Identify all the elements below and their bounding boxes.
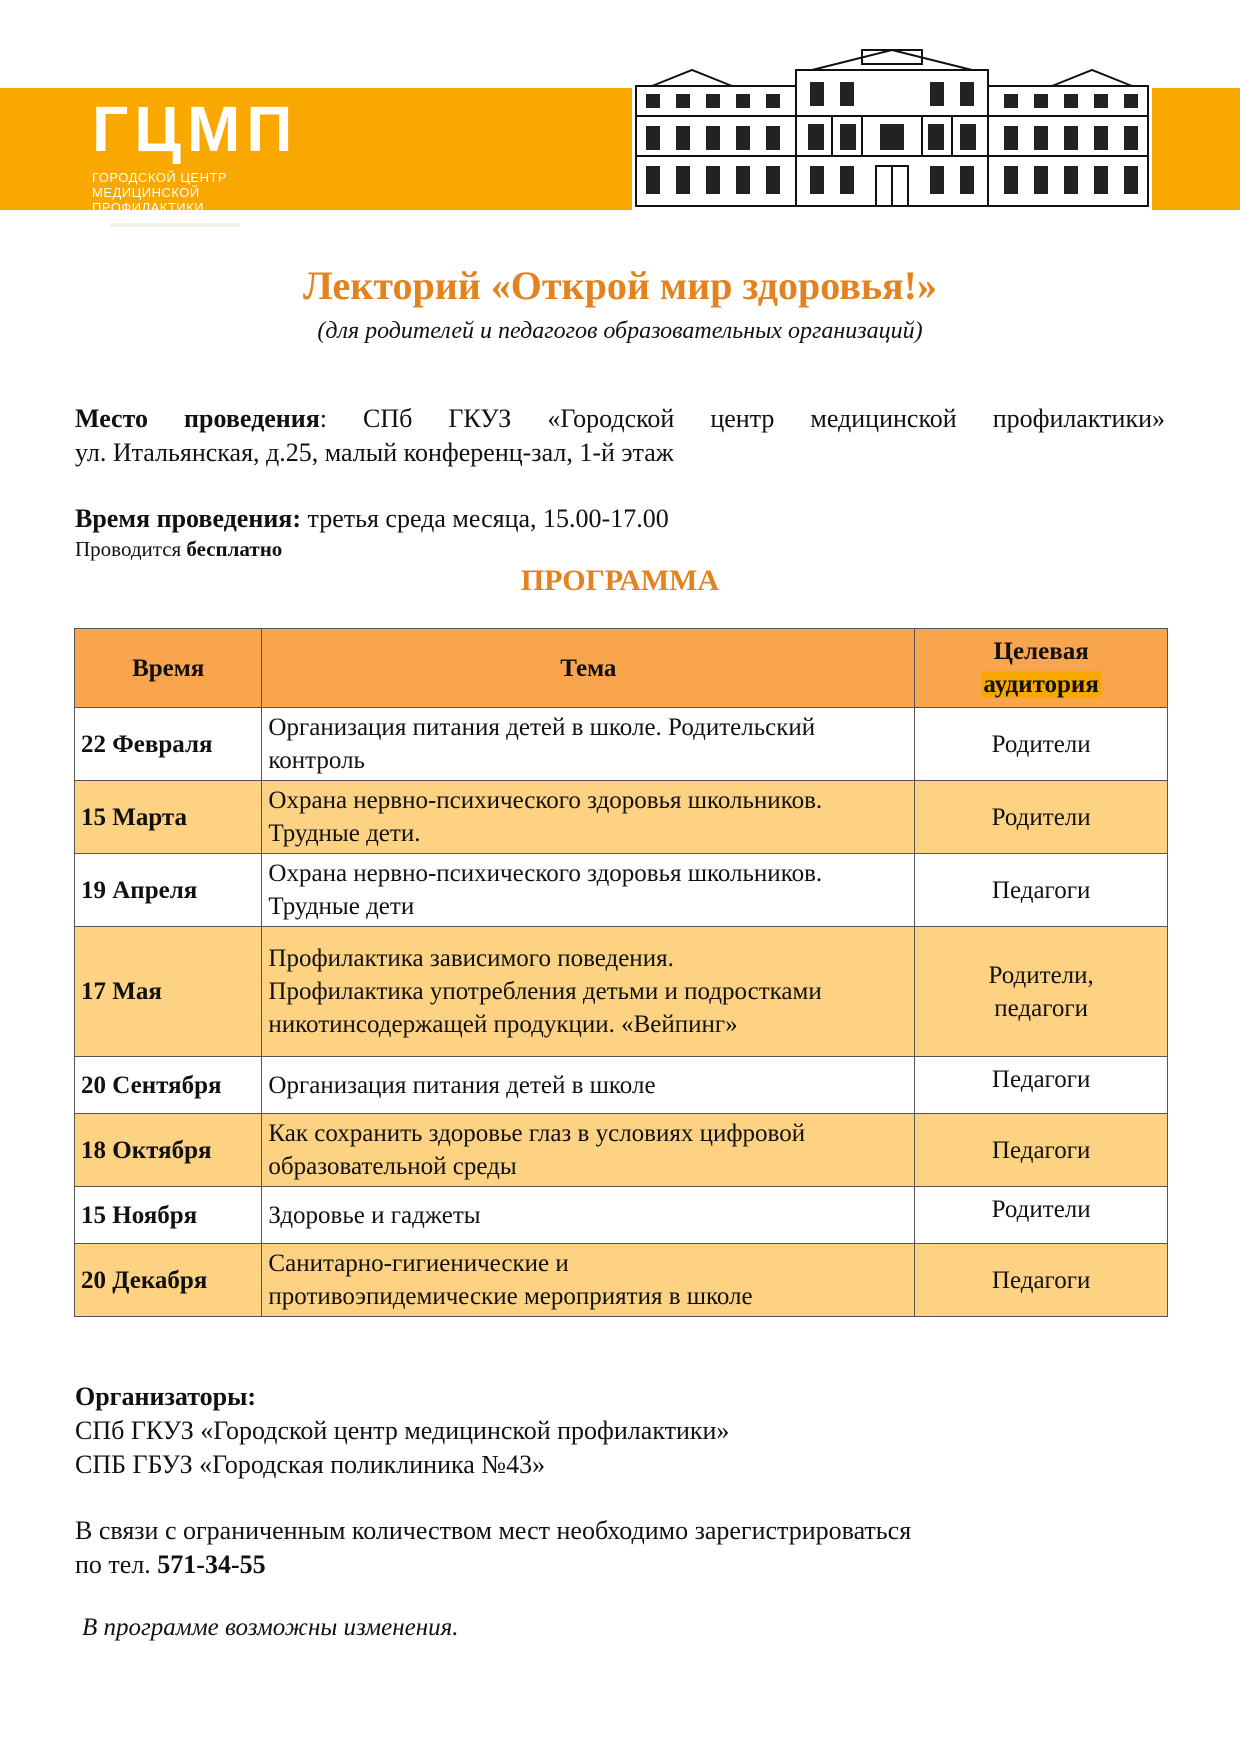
registration-prefix: по тел. (75, 1550, 158, 1579)
row-audience: Родители (915, 781, 1168, 854)
row-date: 20 Сентября (75, 1057, 262, 1114)
row-audience: Педагоги (915, 1244, 1168, 1317)
logo-subtitle (92, 170, 298, 215)
organizer-item: СПб ГКУЗ «Городской центр медицинской профилактики» (75, 1416, 730, 1445)
logo-line: ПРОФИЛАКТИКИ (92, 200, 205, 215)
venue-address: ул. Итальянская, д.25, малый конференц-зал, 1-й этаж (75, 438, 674, 467)
page-title: Лекторий «Открой мир здоровья!» (303, 263, 937, 308)
page-subtitle: (для родителей и педагогов образовательных организаций) (317, 318, 923, 344)
header-topic: Тема (262, 629, 915, 708)
row-topic-line: противоэпидемические мероприятия в школе (268, 1283, 753, 1310)
row-date: 20 Декабря (75, 1244, 262, 1317)
organizer-item: СПБ ГБУЗ «Городская поликлиника №43» (75, 1450, 546, 1479)
price-prefix: Проводится (75, 537, 187, 561)
header-audience (915, 629, 1168, 708)
venue-value: : СПб ГКУЗ «Городской центр медицинской профилактики» (319, 404, 1166, 433)
schedule-line (75, 502, 1165, 536)
table-row (75, 1114, 1168, 1187)
row-audience (915, 927, 1168, 1057)
row-topic (262, 927, 915, 1057)
header-date: Время (75, 629, 262, 708)
table-row (75, 1187, 1168, 1244)
registration-phone-line (75, 1548, 1165, 1582)
program-heading: ПРОГРАММА (520, 564, 720, 597)
price-line (75, 536, 1165, 562)
row-topic-line: Санитарно-гигиенические и (268, 1250, 569, 1277)
table-row (75, 1057, 1168, 1114)
row-date: 18 Октября (75, 1114, 262, 1187)
row-audience-line: педагоги (994, 994, 1088, 1022)
table-row (75, 1244, 1168, 1317)
row-date: 17 Мая (75, 927, 262, 1057)
schedule-label: Время проведения: (75, 504, 302, 533)
logo-faint-line (110, 223, 240, 227)
row-topic: Организация питания детей в школе. Родительский контроль (262, 708, 915, 781)
logo-line: МЕДИЦИНСКОЙ (92, 185, 200, 200)
row-topic (262, 1244, 915, 1317)
building-illustration (632, 46, 1152, 210)
organizers-heading: Организаторы: (75, 1382, 257, 1411)
registration-text: В связи с ограниченным количеством мест необходимо зарегистрироваться (75, 1516, 912, 1545)
row-topic: Охрана нервно-психического здоровья школьников. Трудные дети. (262, 781, 915, 854)
row-audience-line: Родители, (988, 961, 1094, 989)
changes-note: В программе возможны изменения. (82, 1614, 459, 1641)
price-value: бесплатно (186, 537, 283, 561)
phone-number: 571-34-55 (157, 1550, 266, 1579)
table-row (75, 927, 1168, 1057)
row-audience: Педагоги (915, 1057, 1168, 1114)
venue-label: Место проведения (75, 404, 320, 433)
row-date: 15 Ноября (75, 1187, 262, 1244)
row-topic: Организация питания детей в школе (262, 1057, 915, 1114)
row-date: 19 Апреля (75, 854, 262, 927)
row-topic: Как сохранить здоровье глаз в условиях цифровой образовательной среды (262, 1114, 915, 1187)
row-topic-line: Профилактика зависимого поведения. (268, 945, 674, 972)
logo-mark: ГЦМП (92, 93, 299, 165)
row-topic: Охрана нервно-психического здоровья школьников. Трудные дети (262, 854, 915, 927)
row-audience: Родители (915, 1187, 1168, 1244)
schedule-value: третья среда месяца, 15.00-17.00 (301, 504, 669, 533)
header-audience-line: Целевая (993, 638, 1089, 665)
row-topic-line: Профилактика употребления детьми и подростками никотинсодержащей продукции. «Вейпинг» (268, 978, 822, 1038)
row-audience: Педагоги (915, 1114, 1168, 1187)
table-row (75, 708, 1168, 781)
row-date: 15 Марта (75, 781, 262, 854)
header-audience-line: аудитория (983, 671, 1099, 698)
program-table (74, 628, 1168, 1317)
table-row (75, 781, 1168, 854)
table-row (75, 854, 1168, 927)
row-topic: Здоровье и гаджеты (262, 1187, 915, 1244)
logo-line: ГОРОДСКОЙ ЦЕНТР (92, 170, 228, 185)
table-header-row (75, 629, 1168, 708)
venue-line (75, 402, 1165, 436)
logo (92, 93, 299, 215)
row-audience: Родители (915, 708, 1168, 781)
row-date: 22 Февраля (75, 708, 262, 781)
row-audience: Педагоги (915, 854, 1168, 927)
